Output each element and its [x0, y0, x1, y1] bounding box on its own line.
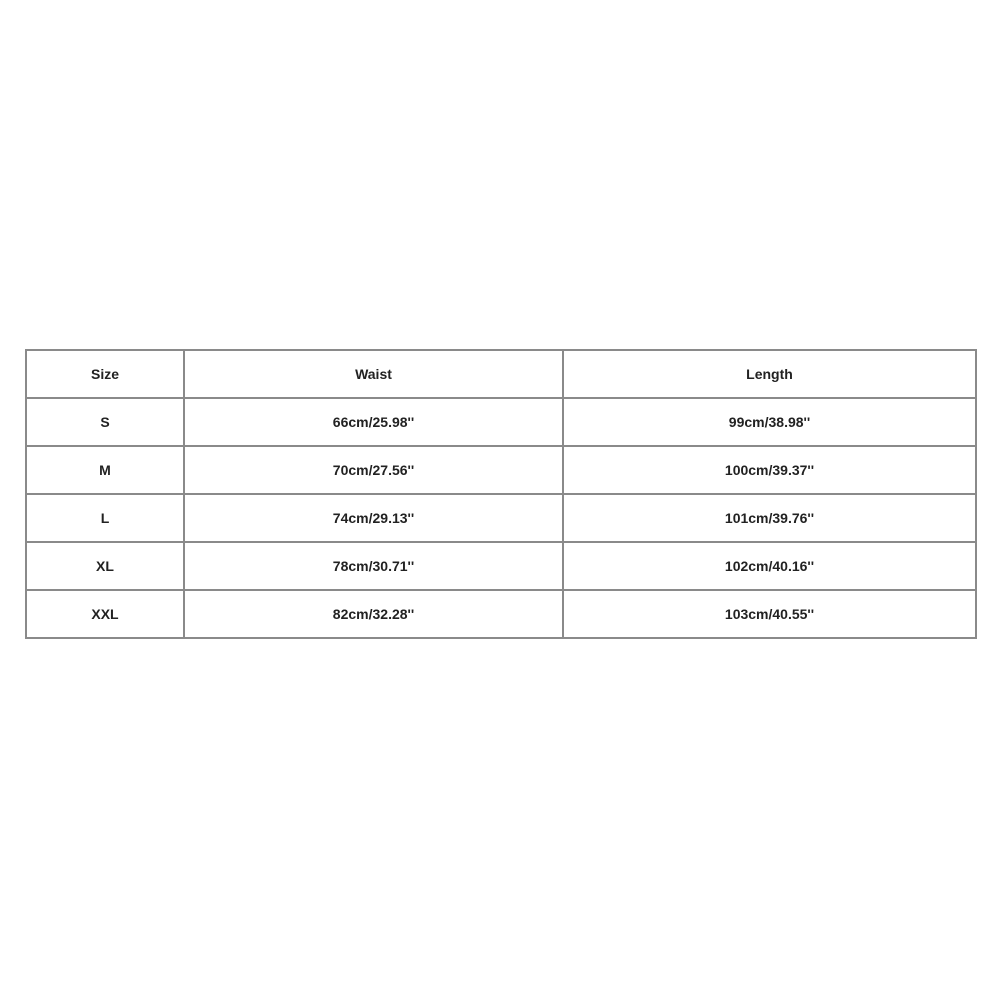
cell-length: 103cm/40.55'': [563, 590, 976, 638]
header-length: Length: [563, 350, 976, 398]
table-row: [26, 542, 976, 590]
cell-waist: 82cm/32.28'': [184, 590, 563, 638]
header-size: Size: [26, 350, 184, 398]
cell-size: XXL: [26, 590, 184, 638]
cell-size: S: [26, 398, 184, 446]
cell-size: L: [26, 494, 184, 542]
cell-size: XL: [26, 542, 184, 590]
cell-length: 99cm/38.98'': [563, 398, 976, 446]
cell-length: 100cm/39.37'': [563, 446, 976, 494]
table-header-row: [26, 350, 976, 398]
header-waist: Waist: [184, 350, 563, 398]
table-row: [26, 446, 976, 494]
cell-waist: 74cm/29.13'': [184, 494, 563, 542]
cell-waist: 78cm/30.71'': [184, 542, 563, 590]
cell-size: M: [26, 446, 184, 494]
cell-waist: 70cm/27.56'': [184, 446, 563, 494]
size-chart-table: [25, 349, 977, 639]
table-row: [26, 398, 976, 446]
table-row: [26, 494, 976, 542]
table-row: [26, 590, 976, 638]
cell-waist: 66cm/25.98'': [184, 398, 563, 446]
cell-length: 101cm/39.76'': [563, 494, 976, 542]
cell-length: 102cm/40.16'': [563, 542, 976, 590]
